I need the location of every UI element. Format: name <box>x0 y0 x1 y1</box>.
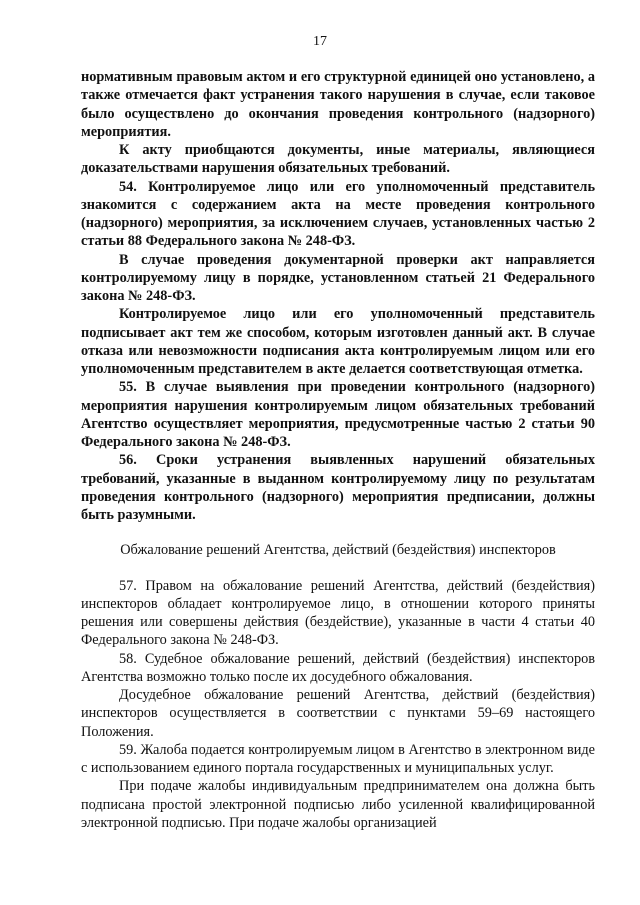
paragraph-56: 56. Сроки устранения выявленных нарушений обязательных требований, указанные в выданном контролируемому лицу по результатам проведения контрольного (надзорного) мероприятия предписании, должны быть разумными. <box>81 452 595 523</box>
paragraph-pretrial-appeal: Досудебное обжалование решений Агентства, действий (бездействия) инспекторов осуществляется в соответствии с пунктами 59–69 настоящего Положения. <box>81 687 595 740</box>
paragraph-documentary-check: В случае проведения документарной проверки акт направляется контролируемому лицу в порядке, установленном статьей 21 Федерального закона № 248-ФЗ. <box>81 251 595 304</box>
page-number: 17 <box>313 34 327 49</box>
paragraph-signing: Контролируемое лицо или его уполномоченный представитель подписывает акт тем же способом, которым изготовлен данный акт. В случае отказа или невозможности подписания акта контролируемым лицом или его уполномоченным представителем в акте делается соответствующая отметка. <box>81 306 595 377</box>
section-heading: Обжалование решений Агентства, действий (бездействия) инспекторов <box>120 542 556 559</box>
paragraph-58: 58. Судебное обжалование решений, действий (бездействия) инспекторов Агентства возможно только после их досудебного обжалования. <box>81 650 595 685</box>
paragraph-entrepreneur-complaint: При подаче жалобы индивидуальным предпринимателем она должна быть подписана простой электронной подписью либо усиленной квалифицированной электронной подписью. При подаче жалобы организацией <box>81 778 595 831</box>
paragraph-continuation: нормативным правовым актом и его структурной единицей оно установлено, а также отмечается факт устранения такого нарушения в случае, если таковое было осуществлено до окончания проведения контрольного (надзорного) мероприятия. <box>81 69 595 140</box>
document-body <box>81 68 595 832</box>
paragraph-59: 59. Жалоба подается контролируемым лицом в Агентство в электронном виде с использованием единого портала государственных и муниципальных услуг. <box>81 741 595 776</box>
paragraph-act-attachments: К акту приобщаются документы, иные материалы, являющиеся доказательствами нарушения обязательных требований. <box>81 142 595 177</box>
paragraph-54: 54. Контролируемое лицо или его уполномоченный представитель знакомится с содержанием акта на месте проведения контрольного (надзорного) мероприятия, за исключением случаев, установленных частью 2 статьи 88 Федерального закона № 248-ФЗ. <box>81 178 595 250</box>
paragraph-57: 57. Правом на обжалование решений Агентства, действий (бездействия) инспекторов обладает контролируемое лицо, в отношении которого приняты решения или совершены действия (бездействие), указанные в части 4 статьи 40 Федерального закона № 248-ФЗ. <box>81 577 595 649</box>
paragraph-55: 55. В случае выявления при проведении контрольного (надзорного) мероприятия нарушения контролируемым лицом обязательных требований Агентство осуществляет мероприятия, предусмотренные частью 2 статьи 90 Федерального закона № 248-ФЗ. <box>81 379 595 450</box>
